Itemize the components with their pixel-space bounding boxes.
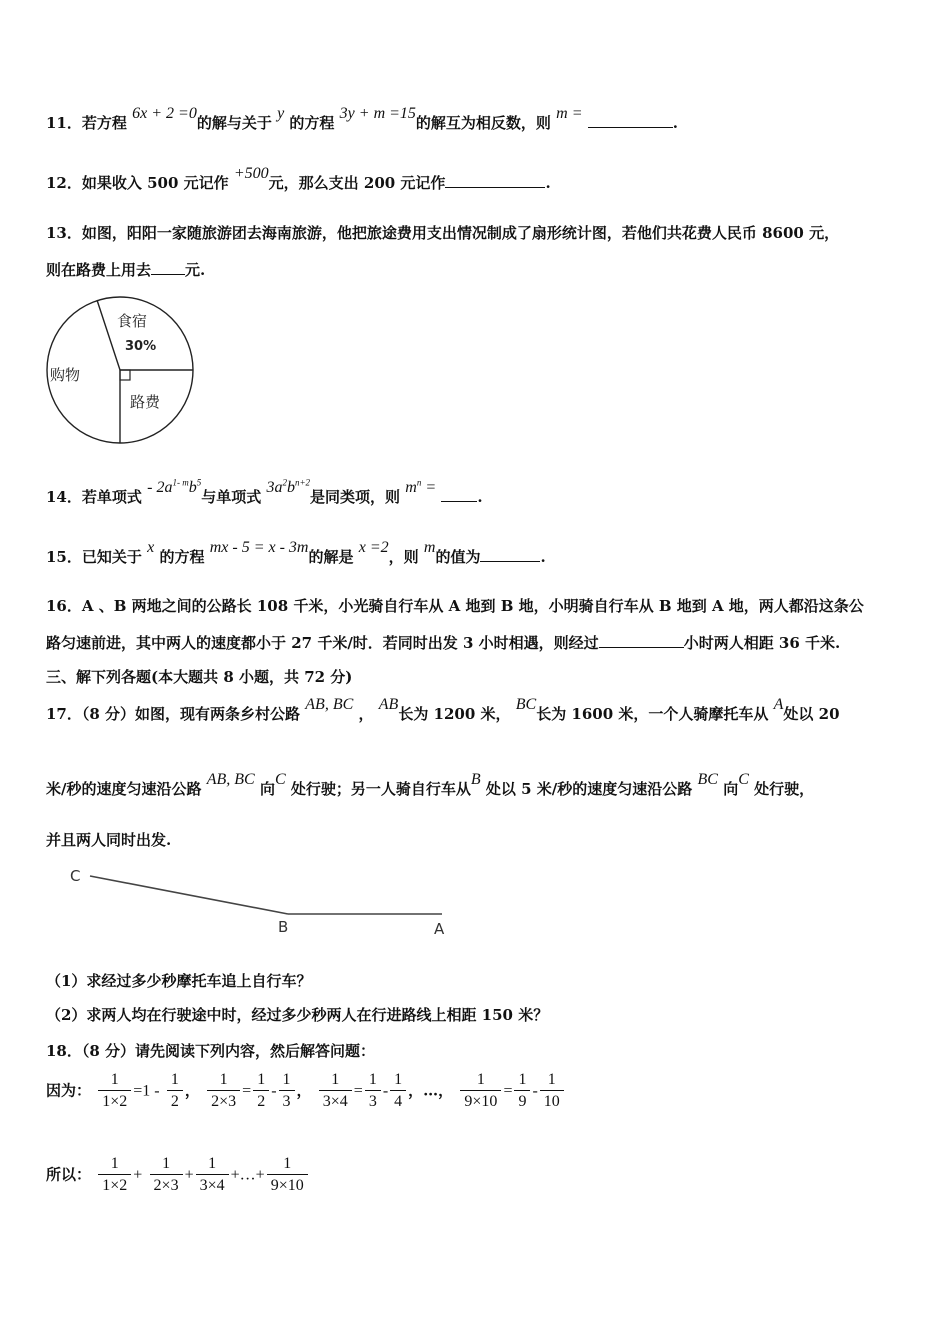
- fraction: $\frac{1}{1\times 2}$: [98, 1154, 131, 1197]
- question-13-line2: 则在路费上用去 元.: [46, 261, 206, 279]
- solution: x =2: [358, 539, 389, 556]
- question-17-sub2: （2）求两人均在行驶途中时，经过多少秒两人在行进路线上相距 150 米？: [46, 1006, 549, 1024]
- point: C: [738, 771, 749, 788]
- road-names: AB, BC: [206, 771, 255, 788]
- point-c-label: C: [70, 867, 81, 885]
- fraction: $\frac{1}{3\times 4}$: [196, 1154, 229, 1197]
- segment: AB: [378, 696, 399, 713]
- fraction: $\frac{1}{3}$: [365, 1070, 381, 1113]
- variable: x: [147, 539, 155, 556]
- variable: y: [277, 105, 285, 122]
- fraction: $\frac{1}{1\times 2}$: [98, 1070, 131, 1113]
- question-18-so: 所以： $\frac{1}{1\times 2}$ + $\frac{1}{2\times 3}$ + $\frac{1}{3\times 4}$ +…+ $\frac{1}{9\times 10}$: [46, 1154, 310, 1197]
- equation: mx - 5 = x - 3m: [209, 539, 309, 556]
- monomial: - $2a^{1- m}b^5$: [147, 477, 202, 496]
- question-12: 12．如果收入 500 元记作 +500元，那么支出 200 元记作 .: [46, 165, 551, 192]
- pie-label-food: 食宿: [117, 312, 148, 330]
- pie-label-shopping: 购物: [50, 366, 81, 384]
- question-15: 15．已知关于 x 的方程 mx - 5 = x - 3m的解是 x =2，则 m的值为 .: [46, 539, 546, 566]
- fraction: $\frac{1}{9}$: [514, 1070, 530, 1113]
- equation: 3y + m =15: [339, 105, 416, 122]
- fraction: $\frac{1}{9\times 10}$: [267, 1154, 308, 1197]
- point: A: [773, 696, 784, 713]
- fraction: $\frac{1}{2\times 3}$: [207, 1070, 240, 1113]
- expression: $m^n$ =: [405, 477, 437, 496]
- answer-blank[interactable]: [441, 487, 477, 502]
- question-13: 13．如图，阳阳一家随旅游团去海南旅游，他把旅途费用支出情况制成了扇形统计图，若他们共花费人民币 8600 元，: [46, 224, 840, 242]
- point: B: [470, 771, 481, 788]
- answer-blank[interactable]: [151, 260, 185, 275]
- question-14: 14．若单项式 - $2a^{1- m}b^5$与单项式 $3a^2b^{n+2}$是同类项，则 $m^n$ = .: [46, 477, 483, 506]
- point-a-label: A: [434, 920, 445, 938]
- point: C: [274, 771, 286, 788]
- segment: BC: [515, 696, 537, 713]
- question-18: 18．（8 分）请先阅读下列内容，然后解答问题：: [46, 1042, 376, 1060]
- answer-blank[interactable]: [588, 113, 673, 128]
- question-11: 11．若方程 6x + 2 =0的解与关于 y 的方程 3y + m =15的解互为相反数，则 m = .: [46, 105, 678, 132]
- expression: m =: [556, 105, 583, 122]
- monomial: $3a^2b^{n+2}$: [266, 477, 311, 496]
- variable: m: [423, 539, 436, 556]
- question-17-sub1: （1）求经过多少秒摩托车追上自行车？: [46, 972, 312, 990]
- right-angle-mark: [120, 370, 130, 380]
- answer-blank[interactable]: [445, 173, 545, 188]
- fraction: $\frac{1}{9\times 10}$: [460, 1070, 501, 1113]
- road-bc: [90, 876, 288, 914]
- fraction: $\frac{1}{2\times 3}$: [150, 1154, 183, 1197]
- question-16: 16．A 、B 两地之间的公路长 108 千米，小光骑自行车从 A 地到 B 地，小明骑自行车从 B 地到 A 地，两人都沿这条公: [46, 597, 864, 615]
- answer-blank[interactable]: [599, 633, 684, 648]
- equation: 6x + 2 =0: [132, 105, 197, 122]
- question-17: 17．（8 分）如图，现有两条乡村公路 AB, BC ， AB长为 1200 米， BC长为 1600 米，一个人骑摩托车从 A处以 20: [46, 696, 840, 723]
- answer-blank[interactable]: [480, 547, 540, 562]
- segment: BC: [697, 771, 718, 788]
- point-b-label: B: [278, 918, 289, 936]
- fraction: $\frac{1}{3}$: [279, 1070, 295, 1113]
- question-16-line2: 路匀速前进，其中两人的速度都小于 27 千米/时．若同时出发 3 小时相遇，则经过 小时两人相距 36 千米.: [46, 634, 841, 652]
- question-17-line2: 米/秒的速度匀速沿公路 AB, BC 向C 处行驶；另一人骑自行车从B 处以 5 米/秒的速度匀速沿公路 BC 向C 处行驶，: [46, 771, 815, 798]
- fraction: $\frac{1}{2}$: [167, 1070, 183, 1113]
- pie-divider: [97, 300, 120, 370]
- fraction: $\frac{1}{2}$: [253, 1070, 269, 1113]
- fraction: $\frac{1}{3\times 4}$: [319, 1070, 352, 1113]
- pie-label-road: 路费: [130, 393, 161, 411]
- fraction: $\frac{1}{4}$: [390, 1070, 406, 1113]
- fraction: $\frac{1}{10}$: [540, 1070, 564, 1113]
- pie-label-food-pct: 30%: [125, 339, 157, 354]
- value: +500: [233, 165, 269, 182]
- road-figure: [60, 862, 460, 940]
- pie-figure: [40, 296, 200, 448]
- section-heading: 三、解下列各题(本大题共 8 小题，共 72 分): [46, 668, 353, 686]
- question-18-because: 因为： $\frac{1}{1\times 2}$ =1 - $\frac{1}{2}$ ， $\frac{1}{2\times 3}$ = $\frac{1}{2}$ - $\frac{1}{3}$ ， $\frac{1}{3\times 4}$ = $\frac{1}{3}$ - $\frac{1}{4}$ ，…， $\frac{1}{9\times 10}$ = $\frac{1}{9}$ - $\frac{1}{10}$: [46, 1070, 566, 1113]
- road-names: AB, BC: [305, 696, 354, 713]
- question-17-line3: 并且两人同时出发.: [46, 831, 172, 849]
